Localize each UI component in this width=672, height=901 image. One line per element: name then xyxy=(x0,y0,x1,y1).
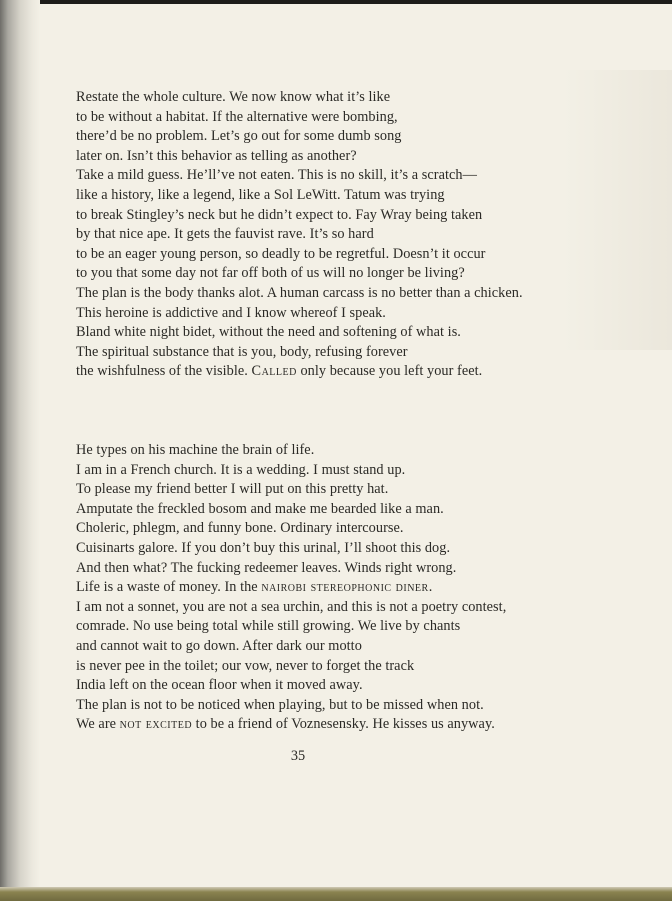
poem-line: The plan is not to be noticed when playing, but to be missed when not. xyxy=(76,696,484,713)
poem-line: Take a mild guess. He’ll’ve not eaten. This is no skill, it’s a scratch— xyxy=(76,167,477,184)
poem-line: and cannot wait to go down. After dark our motto xyxy=(76,637,362,654)
poem-line xyxy=(76,715,506,735)
small-caps-emphasis: nairobi stereophonic diner. xyxy=(261,579,433,596)
poem-line: to be an eager young person, so deadly to be regretful. Doesn’t it occur xyxy=(76,245,486,262)
poem-line: I am in a French church. It is a wedding. I must stand up. xyxy=(76,461,406,478)
show-through-shadow xyxy=(562,70,672,350)
poem-line: Bland white night bidet, without the need and softening of what is. xyxy=(76,324,461,341)
page-bottom-edge xyxy=(0,887,672,901)
poem-line: later on. Isn’t this behavior as telling as another? xyxy=(76,147,357,164)
poem-line: I am not a sonnet, you are not a sea urchin, and this is not a poetry contest, xyxy=(76,598,507,615)
poem-line: Choleric, phlegm, and funny bone. Ordinary intercourse. xyxy=(76,520,404,537)
poem-line: The plan is the body thanks alot. A human carcass is no better than a chicken. xyxy=(76,284,523,301)
poem-line: Amputate the freckled bosom and make me bearded like a man. xyxy=(76,500,444,517)
poem-line: to be without a habitat. If the alternative were bombing, xyxy=(76,108,398,125)
poem-line: He types on his machine the brain of life. xyxy=(76,442,315,458)
poem-line: This heroine is addictive and I know whereof I speak. xyxy=(76,304,386,321)
poem-stanza-one xyxy=(76,88,523,382)
poem-line-text: We are xyxy=(76,716,120,733)
poem-line: Cuisinarts galore. If you don’t buy this urinal, I’ll shoot this dog. xyxy=(76,539,451,556)
poem-line-text: to be a friend of Voznesensky. He kisses us anyway. xyxy=(192,716,495,733)
small-caps-emphasis: Called xyxy=(251,363,297,380)
poem-line: The spiritual substance that is you, body, refusing forever xyxy=(76,343,408,360)
poem-line: Restate the whole culture. We now know what it’s like xyxy=(76,89,391,105)
poem-stanza-two xyxy=(76,441,506,735)
poem-line: India left on the ocean floor when it moved away. xyxy=(76,677,363,694)
poem-line: to break Stingley’s neck but he didn’t expect to. Fay Wray being taken xyxy=(76,206,483,223)
poem-line: is never pee in the toilet; our vow, never to forget the track xyxy=(76,657,415,674)
poem-line-text: the wishfulness of the visible. xyxy=(76,363,252,380)
page-number: 35 xyxy=(290,748,306,764)
page-top-edge xyxy=(0,0,672,4)
poem-line: to you that some day not far off both of us will no longer be living? xyxy=(76,265,465,282)
poem-line: And then what? The fucking redeemer leaves. Winds right wrong. xyxy=(76,559,457,576)
small-caps-emphasis: not excited xyxy=(119,716,193,733)
poem-line xyxy=(76,578,506,598)
poem-line: by that nice ape. It gets the fauvist rave. It’s so hard xyxy=(76,226,374,243)
poem-line: To please my friend better I will put on this pretty hat. xyxy=(76,481,389,498)
poem-line-text: only because you left your feet. xyxy=(296,363,483,380)
poem-line-text: Life is a waste of money. In the xyxy=(76,579,262,596)
poem-line: there’d be no problem. Let’s go out for some dumb song xyxy=(76,128,402,145)
poem-line: comrade. No use being total while still growing. We live by chants xyxy=(76,618,461,635)
poem-line xyxy=(76,362,523,382)
poem-line: like a history, like a legend, like a Sol LeWitt. Tatum was trying xyxy=(76,186,445,203)
